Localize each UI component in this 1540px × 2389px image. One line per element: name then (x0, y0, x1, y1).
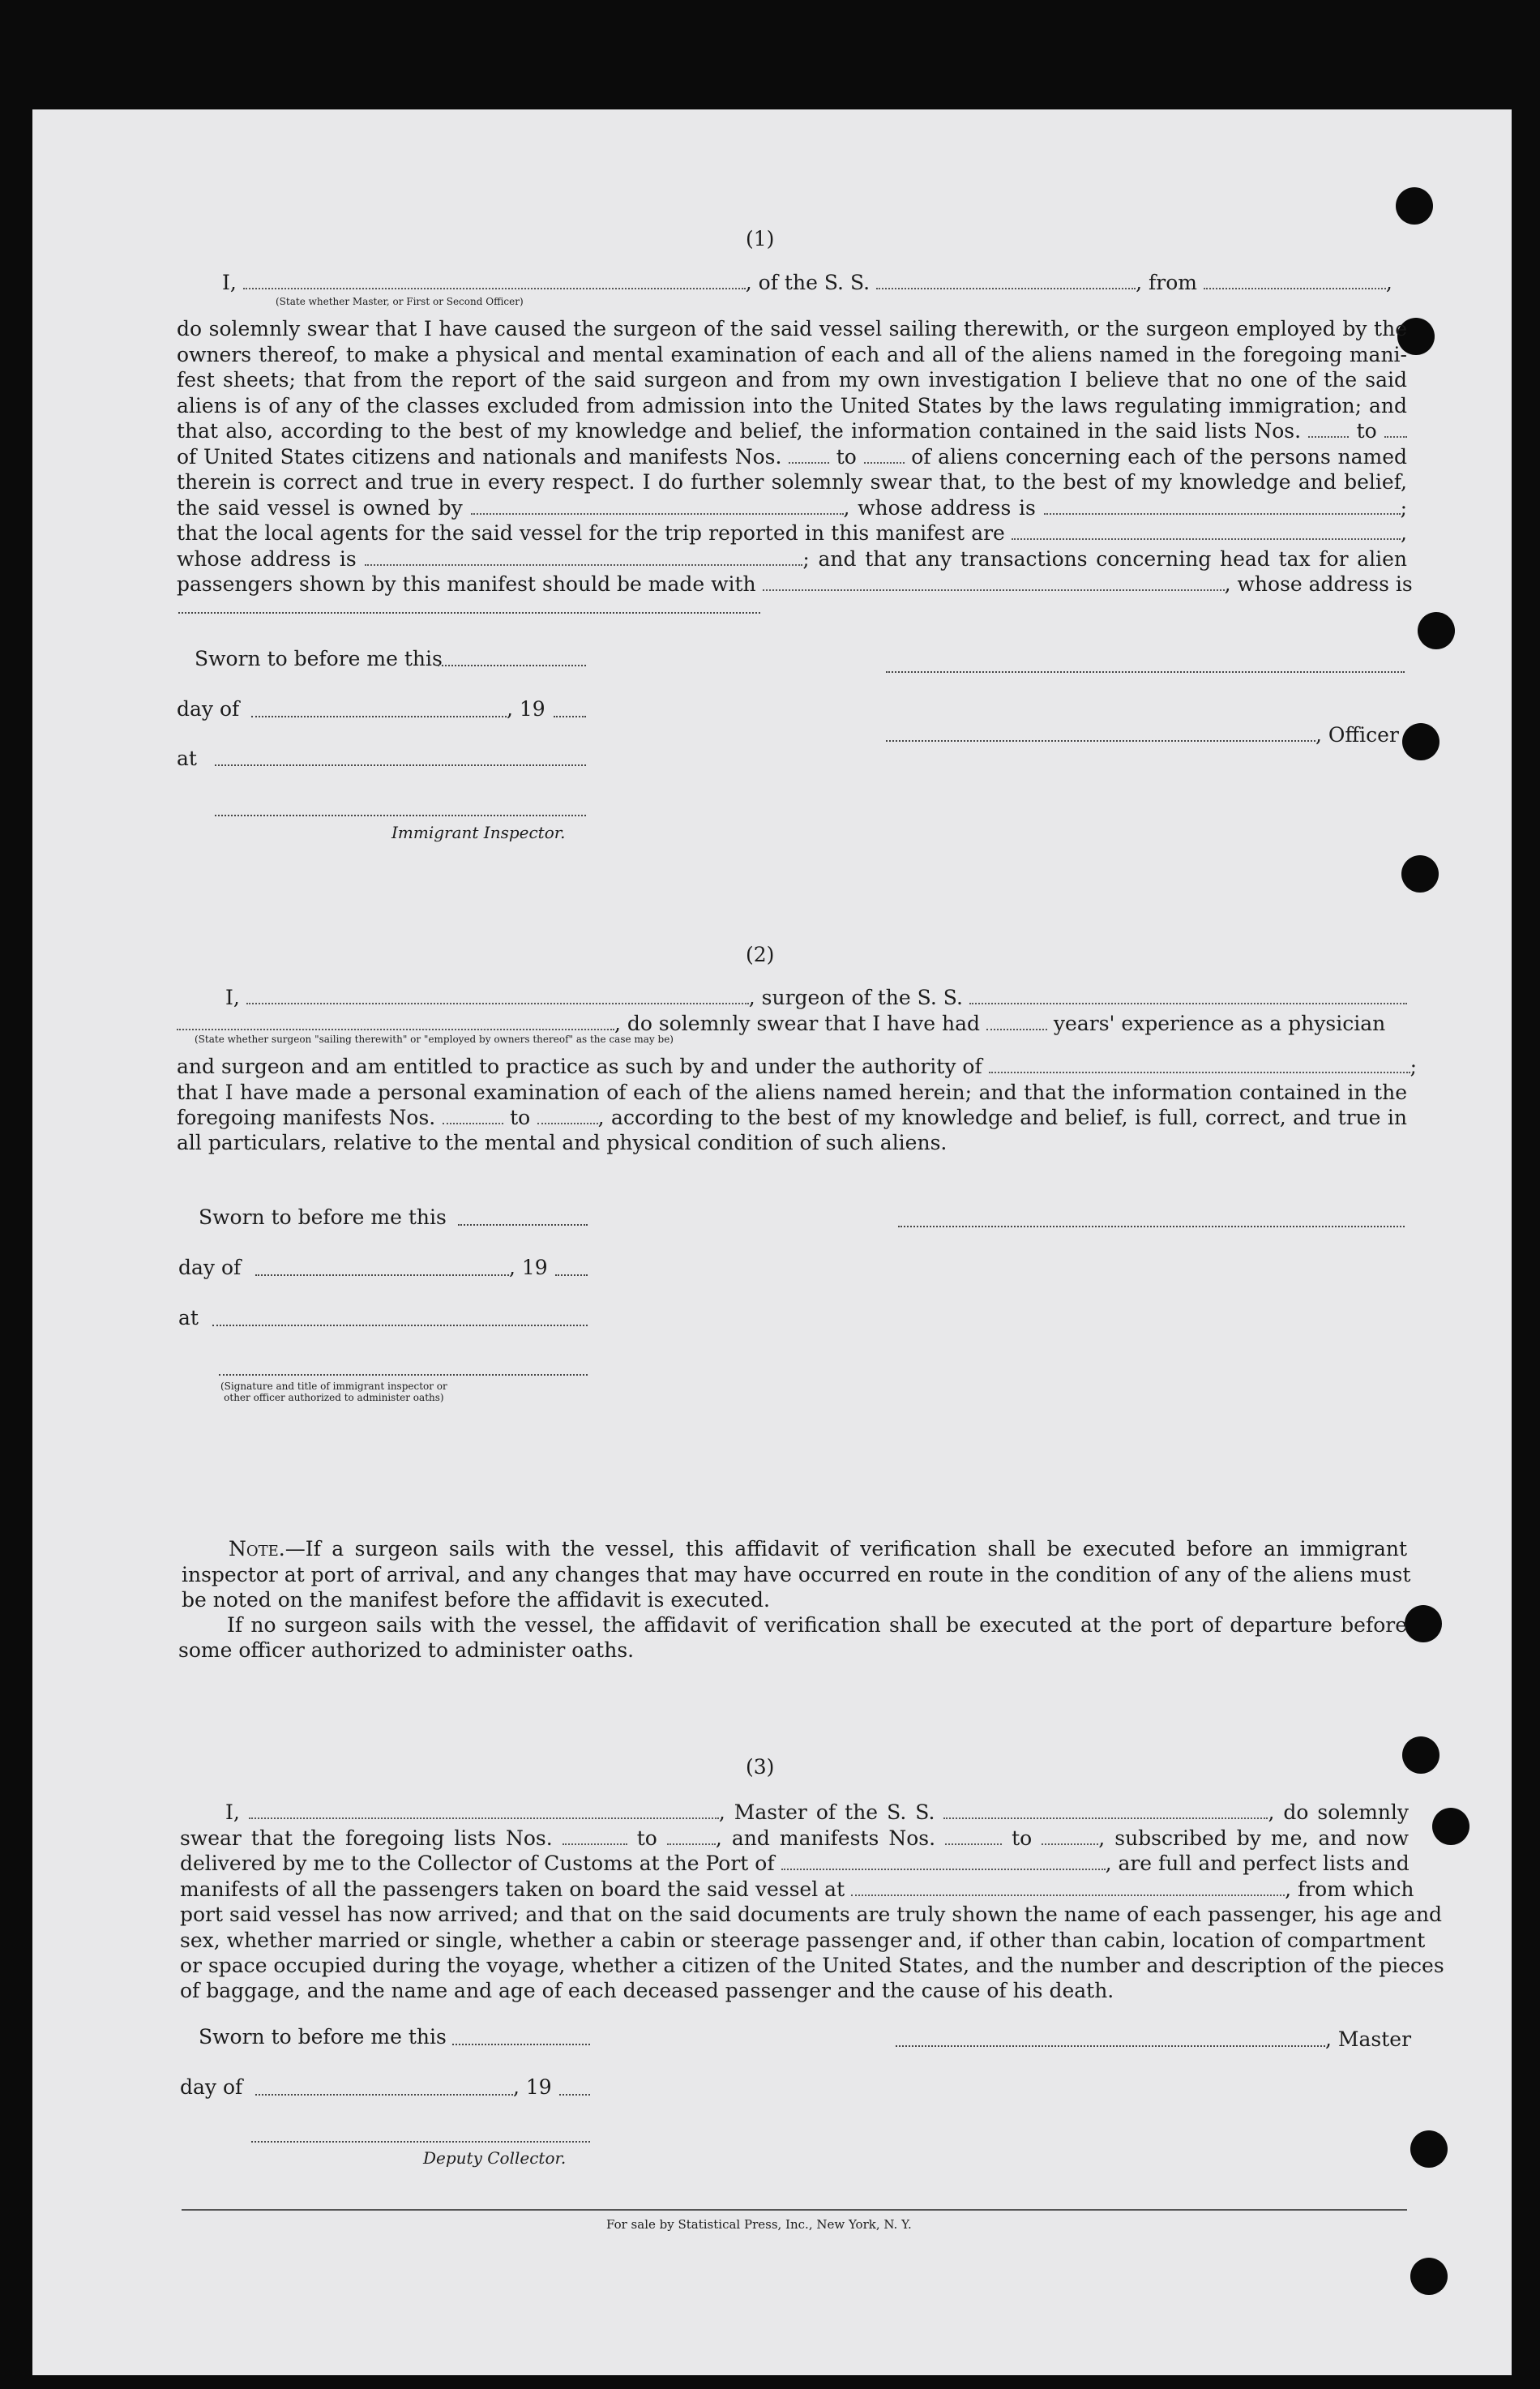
note-line-3: be noted on the manifest before the affidavit is executed. (182, 1588, 770, 1612)
footer-text: For sale by Statistical Press, Inc., New York, N. Y. (606, 2217, 912, 2232)
address-line (178, 612, 760, 614)
section-2-caption: (State whether surgeon "sailing therewith" or "employed by owners thereof" as the case may be) (195, 1034, 674, 1045)
signature-line (886, 671, 1405, 673)
at-label: at (178, 1306, 199, 1329)
punch-hole (1401, 855, 1439, 893)
punch-hole (1432, 1808, 1469, 1845)
footer-rule (182, 2209, 1407, 2211)
master-signature-line (896, 2045, 1325, 2047)
section-1-caption: (State whether Master, or First or Second Officer) (276, 296, 524, 307)
year-label: , 19 (507, 697, 545, 721)
punch-hole (1418, 612, 1455, 649)
section-3-body: I, , Master of the S. S. , do solemnly swear that the foregoing lists Nos. to , and manifests Nos. to , subscribed by me, and now delivered by me to the Collector of Customs at the Port of , are full and perfect lists and manifests of all the passengers taken on board the said vessel at , from which port said vessel has now arrived; and that on the said documents are truly shown the name of each passenger, his age and sex, whether married or single, whether a cabin or steerage passenger and, if other than cabin, location of compartment or space occupied during the voyage, whether a citizen of the United States, and the number and description of the pieces (180, 1800, 1444, 1977)
sworn-label: Sworn to before me this (199, 1205, 447, 1229)
year-label: , 19 (509, 1256, 548, 1279)
inspector-caption: Immigrant Inspector. (391, 823, 566, 842)
section-1-body: do solemnly swear that I have caused the surgeon of the said vessel sailing therewith, or the surgeon employed by the owners thereof, to make a physical and mental examination of each and all of the aliens named in the foregoing mani- fest sheets; that from the report of the said surgeon and from my own investigation I believe that no one of the said aliens is of any of the classes excluded from admission into the United States by the laws regulating immigration; and that also, according to the best of my knowledge and belief, the information contained in the said lists Nos. to of United States citizens and nationals and manifests Nos. to of aliens concerning each of the persons named therein is correct and true in every respect. I do further solemnly swear that, to the best of my knowledge and belief, the said vessel is owned by , whose address is ; that the local agents for the said vessel for the trip reported in this manifest are , whose address is ; and that any transactions concerning head tax for alien passengers shown by this manifest should be made with , whose address is (177, 317, 1413, 596)
collector-caption: Deputy Collector. (423, 2148, 567, 2168)
section-2-body: I, , surgeon of the S. S. , do solemnly swear that I have had years' experience as a physician (177, 985, 1407, 1036)
day-of-label: day of (180, 2075, 243, 2099)
section-3-last-line: of baggage, and the name and age of each deceased passenger and the cause of his death. (180, 1979, 1114, 2002)
officer-line (886, 740, 1315, 742)
punch-hole (1410, 2130, 1448, 2168)
signature-caption: (Signature and title of immigrant inspector or other officer authorized to administer oaths) (220, 1381, 447, 1403)
sworn-label: Sworn to before me this (199, 2025, 447, 2049)
punch-hole (1402, 723, 1439, 760)
note-paragraph: Note.—If a surgeon sails with the vessel, this affidavit of verification shall be executed before an immigrant inspector at port of arrival, and any changes that may have occurred en route in the condition of any of the aliens must (182, 1537, 1411, 1586)
punch-hole (1396, 187, 1433, 225)
form-sheet (32, 109, 1512, 2375)
day-of-label: day of (177, 697, 240, 721)
punch-hole (1402, 1736, 1439, 1774)
sworn-label: Sworn to before me this (195, 647, 443, 670)
section-2-number: (2) (746, 943, 775, 966)
master-label: , Master (1325, 2027, 1412, 2051)
section-2-paragraph: and surgeon and am entitled to practice as such by and under the authority of ; that I have made a personal examination of each of the aliens named herein; and that the information contained in the foregoing manifests Nos. to , according to the best of my knowledge and belief, is full, correct, and true in (177, 1055, 1418, 1129)
punch-hole (1410, 2258, 1448, 2295)
day-of-label: day of (178, 1256, 242, 1279)
section-2-last-line: all particulars, relative to the mental and physical condition of such aliens. (177, 1131, 948, 1154)
surgeon-signature-line (898, 1226, 1405, 1227)
section-1-number: (1) (746, 227, 775, 250)
officer-label: , Officer (1315, 723, 1399, 747)
note-line-5: some officer authorized to administer oaths. (178, 1638, 635, 1662)
section-3-number: (3) (746, 1755, 775, 1779)
at-label: at (177, 747, 197, 770)
section-1-opening: I, , of the S. S. , from , (222, 271, 1392, 294)
note-line-4: If no surgeon sails with the vessel, the affidavit of verification shall be executed at the port of departure before (227, 1613, 1407, 1637)
year-label: , 19 (513, 2075, 552, 2099)
